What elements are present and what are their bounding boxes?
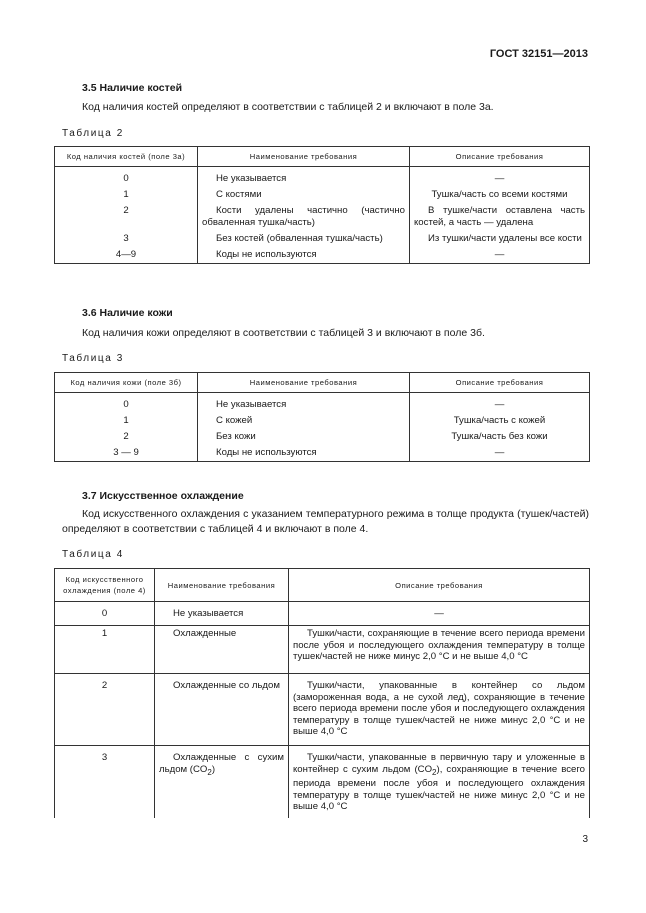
name-text: Охлажденные с сухим льдом (CO: [159, 752, 284, 775]
table-2-cell-code: 0: [55, 167, 198, 188]
desc-text-end: ), сохраняющие в течение всего периода времени после убоя и последующего охлаждения температуру в толще тушек/частей не ниже минус 2,0 °С и не выше 4,0 °С: [293, 763, 586, 813]
table-4-cell-desc: Тушки/части, сохраняющие в течение всего периода времени после убоя и последующего охлаждения температуру в толще тушек/частей не ниже минус 2,0 °С и не выше 4,0 °С: [289, 626, 590, 674]
table-4-cell-name: Не указывается: [155, 602, 289, 626]
table-2-header-desc: Описание требования: [410, 147, 590, 167]
table-2-header-name: Наименование требования: [198, 147, 410, 167]
table-row: [55, 167, 590, 188]
table-3-cell-desc: —: [410, 445, 590, 462]
table-3-cell-desc: Тушка/часть без кожи: [410, 429, 590, 445]
table-4-header-desc: Описание требования: [289, 569, 590, 602]
table-2-cell-code: 3: [55, 231, 198, 247]
table-4-cell-code: 1: [55, 626, 155, 674]
table-row: [55, 445, 590, 462]
table-4-header-name: Наименование требования: [155, 569, 289, 602]
table-4-cell-code: 3: [55, 746, 155, 818]
table-3-cell-code: 3 — 9: [55, 445, 198, 462]
table-3-caption: Таблица 3: [62, 353, 124, 364]
table-row: [55, 231, 590, 247]
table-4-header-code: Код искусственного охлаждения (поле 4): [55, 569, 155, 602]
table-3-cell-code: 1: [55, 413, 198, 429]
section-3-5-title: 3.5 Наличие костей: [82, 82, 183, 94]
table-3-cell-name: Не указывается: [198, 393, 410, 414]
table-3-cell-desc: —: [410, 393, 590, 414]
table-row: [55, 602, 590, 626]
table-3-cell-name: Коды не используются: [198, 445, 410, 462]
table-2-caption: Таблица 2: [62, 128, 124, 139]
table-2-cell-desc: Тушка/часть со всеми костями: [410, 187, 590, 203]
table-4-caption: Таблица 4: [62, 549, 124, 560]
table-3-cell-desc: Тушка/часть с кожей: [410, 413, 590, 429]
table-2-cell-desc: —: [410, 247, 590, 264]
section-3-6-title: 3.6 Наличие кожи: [82, 307, 173, 319]
table-2-cell-name: Коды не используются: [198, 247, 410, 264]
table-row: [55, 393, 590, 414]
table-3-header-desc: Описание требования: [410, 373, 590, 393]
standard-number: ГОСТ 32151—2013: [489, 48, 588, 60]
table-3-cell-name: С кожей: [198, 413, 410, 429]
table-row: [55, 203, 590, 231]
table-2-header-code: Код наличия костей (поле 3а): [55, 147, 198, 167]
table-row: [55, 626, 590, 674]
table-3-header-name: Наименование требования: [198, 373, 410, 393]
section-3-5-text: Код наличия костей определяют в соответствии с таблицей 2 и включают в поле 3а.: [82, 101, 494, 113]
table-2-cell-name: Не указывается: [198, 167, 410, 188]
table-2-cell-desc: В тушке/части оставлена часть костей, а часть — удалена: [410, 203, 590, 231]
table-4-cell-code: 0: [55, 602, 155, 626]
table-2-cell-desc: Из тушки/части удалены все кости: [410, 231, 590, 247]
name-subscript: 2: [207, 767, 212, 777]
table-4: [54, 568, 590, 818]
table-2-cell-code: 4—9: [55, 247, 198, 264]
table-row: [55, 746, 590, 818]
table-3: [54, 372, 590, 462]
table-4-cell-name: [155, 746, 289, 818]
table-row: [55, 247, 590, 264]
section-3-7-title: 3.7 Искусственное охлаждение: [82, 490, 244, 502]
table-4-cell-code: 2: [55, 674, 155, 746]
table-4-cell-desc: —: [289, 602, 590, 626]
table-row: [55, 429, 590, 445]
table-2-cell-code: 1: [55, 187, 198, 203]
name-text-end: ): [211, 763, 216, 775]
table-row: [55, 674, 590, 746]
table-row: [55, 187, 590, 203]
table-4-cell-name: Охлажденные: [155, 626, 289, 674]
table-4-cell-desc: [289, 746, 590, 818]
desc-subscript: 2: [432, 767, 437, 777]
section-3-7-text: Код искусственного охлаждения с указанием температурного режима в толще продукта (тушек/частей) определяют в соответствии с таблицей 4 и включают в поле 4.: [62, 508, 589, 535]
table-2-cell-name: Кости удалены частично (частично обваленная тушка/часть): [198, 203, 410, 231]
table-4-cell-name: Охлажденные со льдом: [155, 674, 289, 746]
table-row: [55, 413, 590, 429]
desc-text: Тушки/части, упакованные в первичную тару и уложенные в контейнер с сухим льдом (CO: [293, 752, 585, 775]
page-number: 3: [582, 834, 588, 845]
table-3-cell-code: 0: [55, 393, 198, 414]
table-2: [54, 146, 590, 264]
table-4-cell-desc: Тушки/части, упакованные в контейнер со льдом (замороженная вода, а не сухой лед), сохраняющие в течение всего периода времени после убоя и последующего охлаждения температуру в толще тушек/частей не ниже минус 2,0 °С и не выше 4,0 °С: [289, 674, 590, 746]
table-2-cell-name: С костями: [198, 187, 410, 203]
table-2-cell-code: 2: [55, 203, 198, 231]
table-3-cell-code: 2: [55, 429, 198, 445]
table-2-cell-desc: —: [410, 167, 590, 188]
section-3-6-text: Код наличия кожи определяют в соответствии с таблицей 3 и включают в поле 3б.: [82, 327, 485, 339]
table-2-cell-name: Без костей (обваленная тушка/часть): [198, 231, 410, 247]
table-3-cell-name: Без кожи: [198, 429, 410, 445]
table-3-header-code: Код наличия кожи (поле 3б): [55, 373, 198, 393]
